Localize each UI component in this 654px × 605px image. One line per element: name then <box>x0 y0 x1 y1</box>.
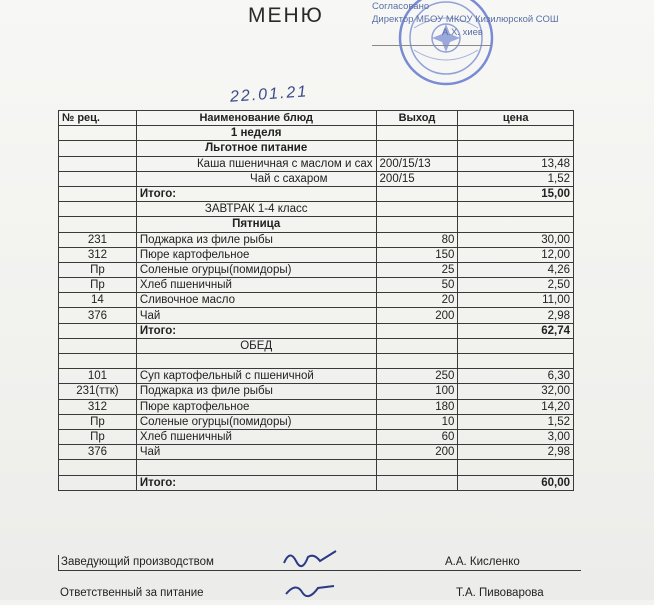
approval-line: Директор МБОУ МКОУ Кизилюрской СОШ <box>372 14 559 25</box>
responsible-label: Ответственный за питание <box>60 587 204 599</box>
total-label: Итого: <box>136 186 376 201</box>
recipe-number: Пр <box>59 262 137 277</box>
dish-price: 11,00 <box>458 293 574 308</box>
table-row <box>59 414 574 429</box>
responsible-name: Т.А. Пивоварова <box>456 587 544 599</box>
dish-name: Суп картофельный с пшеничной <box>136 369 376 384</box>
dish-output: 200/15/13 <box>376 156 458 171</box>
day-label: Пятница <box>136 217 376 232</box>
benefit-title: Льготное питание <box>136 141 376 156</box>
dish-name: Чай <box>136 445 376 460</box>
signature-icon <box>280 547 340 574</box>
dish-price: 30,00 <box>458 232 574 247</box>
dish-name: Хлеб пшеничный <box>136 429 376 444</box>
lunch-title: ОБЕД <box>136 338 376 353</box>
approval-line: Согласовано <box>372 1 430 12</box>
dish-output: 200 <box>376 445 458 460</box>
dish-output: 250 <box>376 369 458 384</box>
total-row <box>59 323 574 338</box>
dish-output: 10 <box>376 414 458 429</box>
column-header: цена <box>458 111 574 126</box>
dish-price: 2,98 <box>458 445 574 460</box>
dish-name: Пюре картофельное <box>136 399 376 414</box>
total-row <box>59 475 574 490</box>
dish-name: Соленые огурцы(помидоры) <box>136 414 376 429</box>
recipe-number: Пр <box>59 429 137 444</box>
signature-icon <box>282 580 342 605</box>
recipe-number: 231 <box>59 232 137 247</box>
section-row <box>59 202 574 217</box>
column-header: Выход <box>376 111 458 126</box>
dish-output: 25 <box>376 262 458 277</box>
dish-output: 150 <box>376 247 458 262</box>
dish-price: 1,52 <box>458 171 574 186</box>
dish-price: 6,30 <box>458 369 574 384</box>
dish-output: 20 <box>376 293 458 308</box>
day-row <box>59 217 574 232</box>
table-row <box>59 384 574 399</box>
approval-line: А.Х. хиев <box>442 27 483 38</box>
total-row <box>59 186 574 201</box>
dish-price: 14,20 <box>458 399 574 414</box>
dish-name: Чай с сахаром <box>136 171 376 186</box>
total-label: Итого: <box>136 475 376 490</box>
section-row <box>59 338 574 353</box>
recipe-number: 376 <box>59 308 137 323</box>
recipe-number: 14 <box>59 293 137 308</box>
dish-name: Соленые огурцы(помидоры) <box>136 262 376 277</box>
section-row <box>59 141 574 156</box>
blank-row <box>59 354 574 369</box>
dish-name: Хлеб пшеничный <box>136 278 376 293</box>
total-label: Итого: <box>136 323 376 338</box>
week-label: 1 неделя <box>136 126 376 141</box>
total-value: 60,00 <box>458 475 574 490</box>
dish-output: 200/15 <box>376 171 458 186</box>
dish-price: 2,50 <box>458 278 574 293</box>
table-row <box>59 171 574 186</box>
table-row <box>59 262 574 277</box>
dish-price: 3,00 <box>458 429 574 444</box>
table-row <box>59 399 574 414</box>
table-row <box>59 445 574 460</box>
dish-name: Пюре картофельное <box>136 247 376 262</box>
table-row <box>59 232 574 247</box>
dish-price: 13,48 <box>458 156 574 171</box>
dish-name: Поджарка из филе рыбы <box>136 384 376 399</box>
total-value: 15,00 <box>458 186 574 201</box>
table-row <box>59 308 574 323</box>
recipe-number: 101 <box>59 369 137 384</box>
menu-table <box>58 110 574 491</box>
column-header: Наименование блюд <box>136 111 376 126</box>
total-value: 62,74 <box>458 323 574 338</box>
dish-output: 180 <box>376 399 458 414</box>
table-row <box>59 247 574 262</box>
dish-price: 2,98 <box>458 308 574 323</box>
dish-output: 100 <box>376 384 458 399</box>
recipe-number: 376 <box>59 445 137 460</box>
dish-name: Чай <box>136 308 376 323</box>
approval-block <box>372 0 652 46</box>
table-row <box>59 429 574 444</box>
manager-label: Заведующий производством <box>61 556 214 568</box>
dish-name: Каша пшеничная с маслом и сах <box>136 156 376 171</box>
dish-price: 32,00 <box>458 384 574 399</box>
blank-row <box>59 460 574 475</box>
table-row <box>59 293 574 308</box>
column-header: № рец. <box>59 111 137 126</box>
handwritten-date: 22.01.21 <box>229 83 309 106</box>
table-row <box>59 369 574 384</box>
recipe-number: 312 <box>59 247 137 262</box>
table-row <box>59 278 574 293</box>
week-row <box>59 126 574 141</box>
dish-price: 12,00 <box>458 247 574 262</box>
manager-name: А.А. Кисленко <box>445 556 520 568</box>
dish-name: Сливочное масло <box>136 293 376 308</box>
dish-output: 80 <box>376 232 458 247</box>
dish-price: 1,52 <box>458 414 574 429</box>
dish-output: 50 <box>376 278 458 293</box>
recipe-number: 231(ттк) <box>59 384 137 399</box>
page-title: МЕНЮ <box>248 4 324 27</box>
recipe-number: Пр <box>59 414 137 429</box>
dish-price: 4,26 <box>458 262 574 277</box>
dish-output: 200 <box>376 308 458 323</box>
dish-output: 60 <box>376 429 458 444</box>
breakfast-title: ЗАВТРАК 1-4 класс <box>136 202 376 217</box>
recipe-number: Пр <box>59 278 137 293</box>
table-header-row <box>59 111 574 126</box>
approval-signature-line <box>372 45 492 46</box>
table-row <box>59 156 574 171</box>
recipe-number: 312 <box>59 399 137 414</box>
dish-name: Поджарка из филе рыбы <box>136 232 376 247</box>
